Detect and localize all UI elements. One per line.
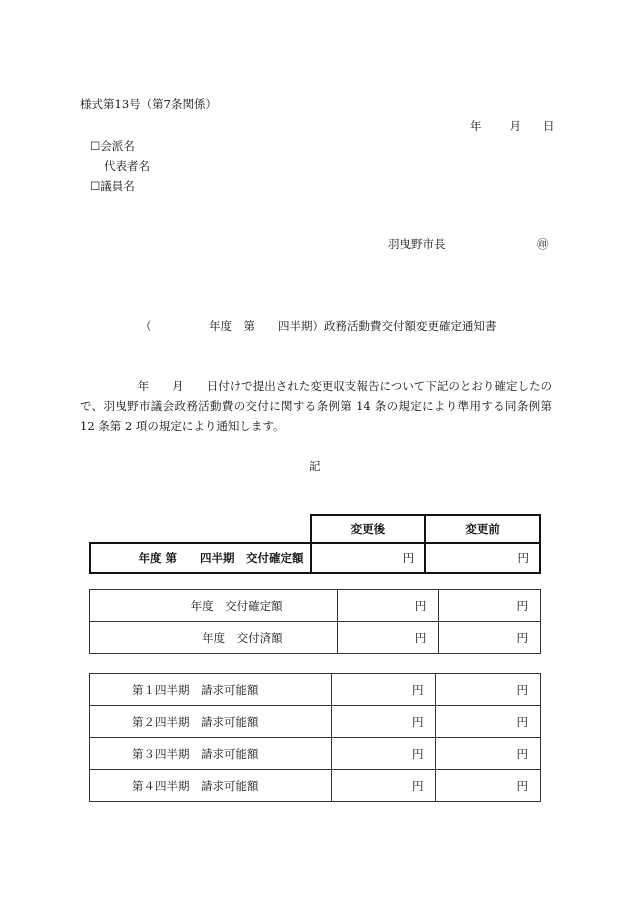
quarter-row-col1: 円: [331, 706, 436, 738]
form-number-label: 様式第13号（第7条関係）: [80, 97, 217, 111]
table-row: [90, 706, 541, 738]
quarter-row-label: 第１四半期 請求可能額: [90, 674, 332, 706]
main-row-label: 年度 第 四半期 交付確定額: [90, 543, 311, 573]
annual-row-label: 年度 交付確定額: [90, 590, 338, 622]
seal-mark: ㊞: [537, 237, 549, 251]
annual-row-col2: 円: [439, 622, 541, 654]
annual-row-label: 年度 交付済額: [90, 622, 338, 654]
header-before-change: 変更前: [425, 515, 540, 543]
header-blank-cell: [90, 515, 311, 543]
quarter-row-label: 第２四半期 請求可能額: [90, 706, 332, 738]
main-before-value: 円: [425, 543, 540, 573]
quarterly-amount-table: [89, 673, 541, 802]
main-amount-table: [89, 514, 541, 574]
quarter-row-col2: 円: [436, 706, 541, 738]
date-month: 月: [509, 119, 521, 133]
annual-amount-table: [89, 589, 541, 654]
body-paragraph: 年 月 日付けで提出された変更収支報告について下記のとおり確定したので、羽曳野市議会政務活動費の交付に関する条例第 14 条の規定により準用する同条例第 12 条第 2 項の規定により通知します。: [80, 379, 552, 433]
annual-row-col1: 円: [337, 622, 439, 654]
quarter-row-col2: 円: [436, 770, 541, 802]
main-after-value: 円: [311, 543, 426, 573]
table-row: [90, 590, 541, 622]
representative-name-label: 代表者名: [104, 159, 150, 173]
main-table-header-row: [90, 515, 540, 543]
quarter-row-col1: 円: [331, 770, 436, 802]
table-row: [90, 674, 541, 706]
date-day: 日: [543, 119, 555, 133]
date-line: [470, 118, 555, 134]
issuer-name: 羽曳野市長: [388, 237, 446, 251]
quarter-row-label: 第３四半期 請求可能額: [90, 738, 332, 770]
main-table-row: [90, 543, 540, 573]
faction-name-label: ☐会派名: [90, 139, 135, 153]
document-title: （ 年度 第 四半期）政務活動費交付額変更確定通知書: [140, 319, 497, 333]
table-row: [90, 770, 541, 802]
quarter-row-col2: 円: [436, 674, 541, 706]
quarter-row-col1: 円: [331, 738, 436, 770]
ki-heading: 記: [309, 459, 321, 473]
header-after-change: 変更後: [311, 515, 426, 543]
member-name-label: ☐議員名: [90, 179, 135, 193]
annual-row-col2: 円: [439, 590, 541, 622]
table-row: [90, 622, 541, 654]
quarter-row-col2: 円: [436, 738, 541, 770]
table-row: [90, 738, 541, 770]
quarter-row-label: 第４四半期 請求可能額: [90, 770, 332, 802]
quarter-row-col1: 円: [331, 674, 436, 706]
annual-row-col1: 円: [337, 590, 439, 622]
date-year: 年: [470, 119, 482, 133]
